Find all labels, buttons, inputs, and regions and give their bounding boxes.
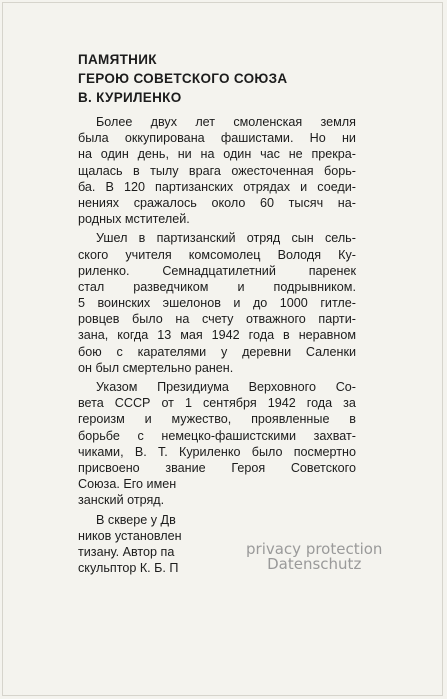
text-line: 5 воинских эшелонов и до 1000 гитле-: [78, 296, 356, 311]
text-line: Более двух лет смоленская земля: [96, 115, 356, 129]
text-line: риленко. Семнадцатилетний паренек: [78, 263, 356, 278]
text-line: Союза. Его имен: [78, 477, 177, 492]
text-line: занский отряд.: [78, 493, 165, 508]
text-line: героизм и мужество, проявленные в: [78, 412, 356, 427]
text-line: зана, когда 13 мая 1942 года в неравном: [78, 328, 356, 343]
text-line: чиками, В. Т. Куриленко было посмертно: [78, 444, 356, 459]
paragraph: [78, 379, 356, 509]
heading-line-1: ПАМЯТНИК: [78, 52, 157, 67]
article-heading: [78, 50, 287, 107]
text-line: вета СССР от 1 сентября 1942 года за: [78, 396, 356, 411]
text-line: стал разведчиком и подрывником.: [78, 279, 356, 294]
text-line: щалась в тылу врага ожесточенная борь-: [78, 163, 356, 178]
text-line: родных мстителей.: [78, 212, 190, 227]
heading-line-3: В. КУРИЛЕНКО: [78, 90, 182, 105]
text-line: ровцев было на счету отважного парти-: [78, 312, 356, 327]
text-line: ба. В 120 партизанских отрядах и соеди-: [78, 179, 356, 194]
text-line: В сквере у Дв: [96, 512, 176, 527]
text-line: ского учителя комсомолец Володя Ку-: [78, 247, 356, 262]
text-line: скульптор К. Б. П: [78, 561, 179, 576]
paragraph: [78, 114, 356, 227]
text-line: ников установлен: [78, 528, 182, 543]
watermark-line-1: privacy protection: [246, 540, 383, 558]
text-line: бою с карателями у деревни Саленки: [78, 344, 356, 359]
article-body: [78, 114, 356, 579]
text-line: присвоено звание Героя Советского: [78, 460, 356, 475]
heading-line-2: ГЕРОЮ СОВЕТСКОГО СОЮЗА: [78, 71, 288, 86]
watermark-line-2: Datenschutz: [267, 555, 362, 573]
text-line: тизану. Автор па: [78, 544, 175, 559]
paragraph: [78, 230, 356, 376]
text-line: он был смертельно ранен.: [78, 360, 234, 375]
text-line: была оккупирована фашистами. Но ни: [78, 131, 356, 146]
text-line: Ушел в партизанский отряд сын сель-: [96, 231, 356, 246]
text-line: нениях сражалось около 60 тысяч на-: [78, 195, 356, 210]
text-line: Указом Президиума Верховного Со-: [96, 380, 356, 394]
text-line: на один день, ни на один час не прекра-: [78, 147, 356, 162]
privacy-watermark: [246, 542, 382, 572]
text-line: борьбе с немецко-фашистскими захват-: [78, 428, 356, 443]
